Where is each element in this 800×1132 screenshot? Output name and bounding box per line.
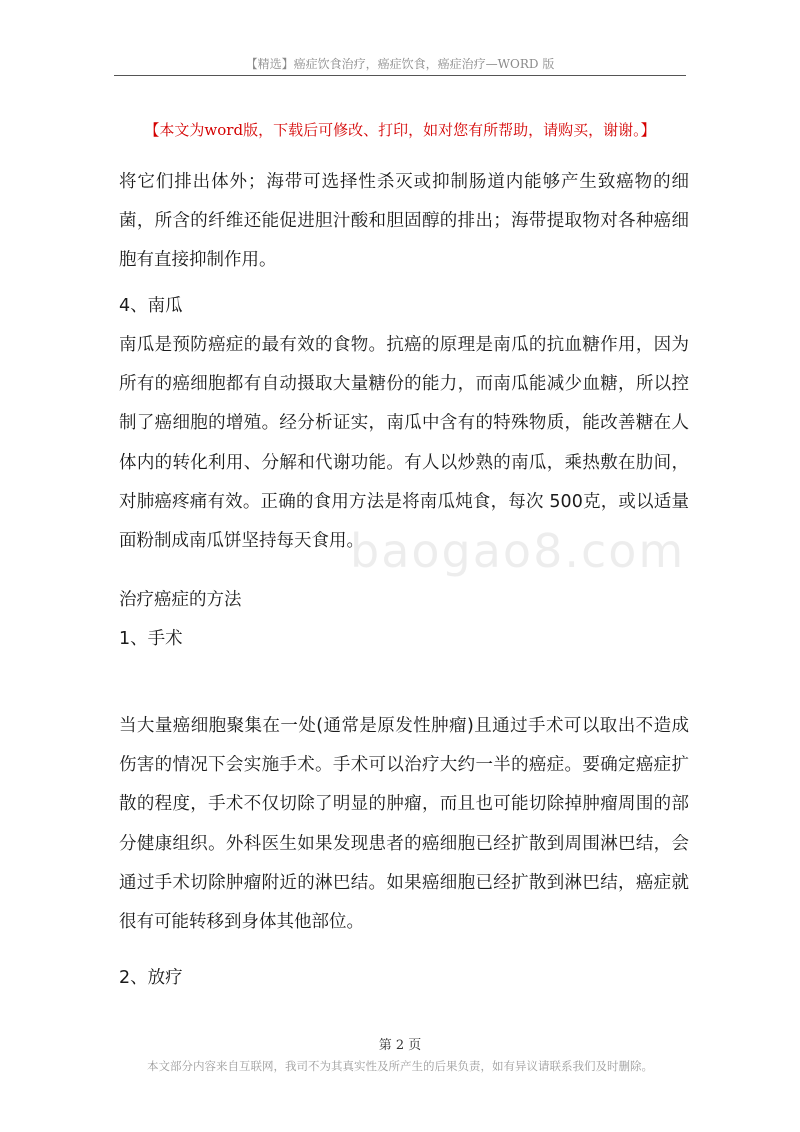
heading-radiotherapy: 2、放疗 bbox=[119, 968, 183, 988]
paragraph-pumpkin: 南瓜是预防癌症的最有效的食物。抗癌的原理是南瓜的抗血糖作用，因为所有的癌细胞都有自动摄取大量糖份的能力，而南瓜能减少血糖，所以控制了癌细胞的增殖。经分析证实，南瓜中含有的特殊物质，能改善糖在人体内的转化利用、分解和代谢功能。有人以炒熟的南瓜，乘热敷在肋间，对肺癌疼痛有效。正确的食用方法是将南瓜炖食，每次 500克，或以适量面粉制成南瓜饼坚持每天食用。 bbox=[119, 335, 689, 552]
heading-pumpkin: 4、南瓜 bbox=[119, 296, 183, 316]
document-header-title: 【精选】癌症饮食治疗，癌症饮食，癌症治疗—WORD 版 bbox=[245, 57, 555, 71]
word-version-notice: 【本文为word版，下载后可修改、打印，如对您有所帮助，请购买，谢谢。】 bbox=[144, 121, 656, 139]
header-divider bbox=[114, 75, 686, 76]
page-number: 第 2 页 bbox=[378, 1038, 422, 1053]
paragraph-seaweed: 将它们排出体外；海带可选择性杀灭或抑制肠道内能够产生致癌物的细菌，所含的纤维还能促进胆汁酸和胆固醇的排出；海带提取物对各种癌细胞有直接抑制作用。 bbox=[119, 172, 689, 271]
site-watermark: baogao8.com bbox=[350, 524, 686, 578]
footer-disclaimer: 本文部分内容来自互联网，我司不为其真实性及所产生的后果负责，如有异议请联系我们及时删除。 bbox=[147, 1059, 653, 1073]
paragraph-surgery: 当大量癌细胞聚集在一处(通常是原发性肿瘤)且通过手术可以取出不造成伤害的情况下会实施手术。手术可以治疗大约一半的癌症。要确定癌症扩散的程度，手术不仅切除了明显的肿瘤，而且也可能切除掉肿瘤周围的部分健康组织。外科医生如果发现患者的癌细胞已经扩散到周围淋巴结，会通过手术切除肿瘤附近的淋巴结。如果癌细胞已经扩散到淋巴结，癌症就很有可能转移到身体其他部位。 bbox=[119, 716, 689, 933]
heading-treatment-methods: 治疗癌症的方法 bbox=[119, 590, 242, 610]
heading-surgery: 1、手术 bbox=[119, 629, 183, 649]
